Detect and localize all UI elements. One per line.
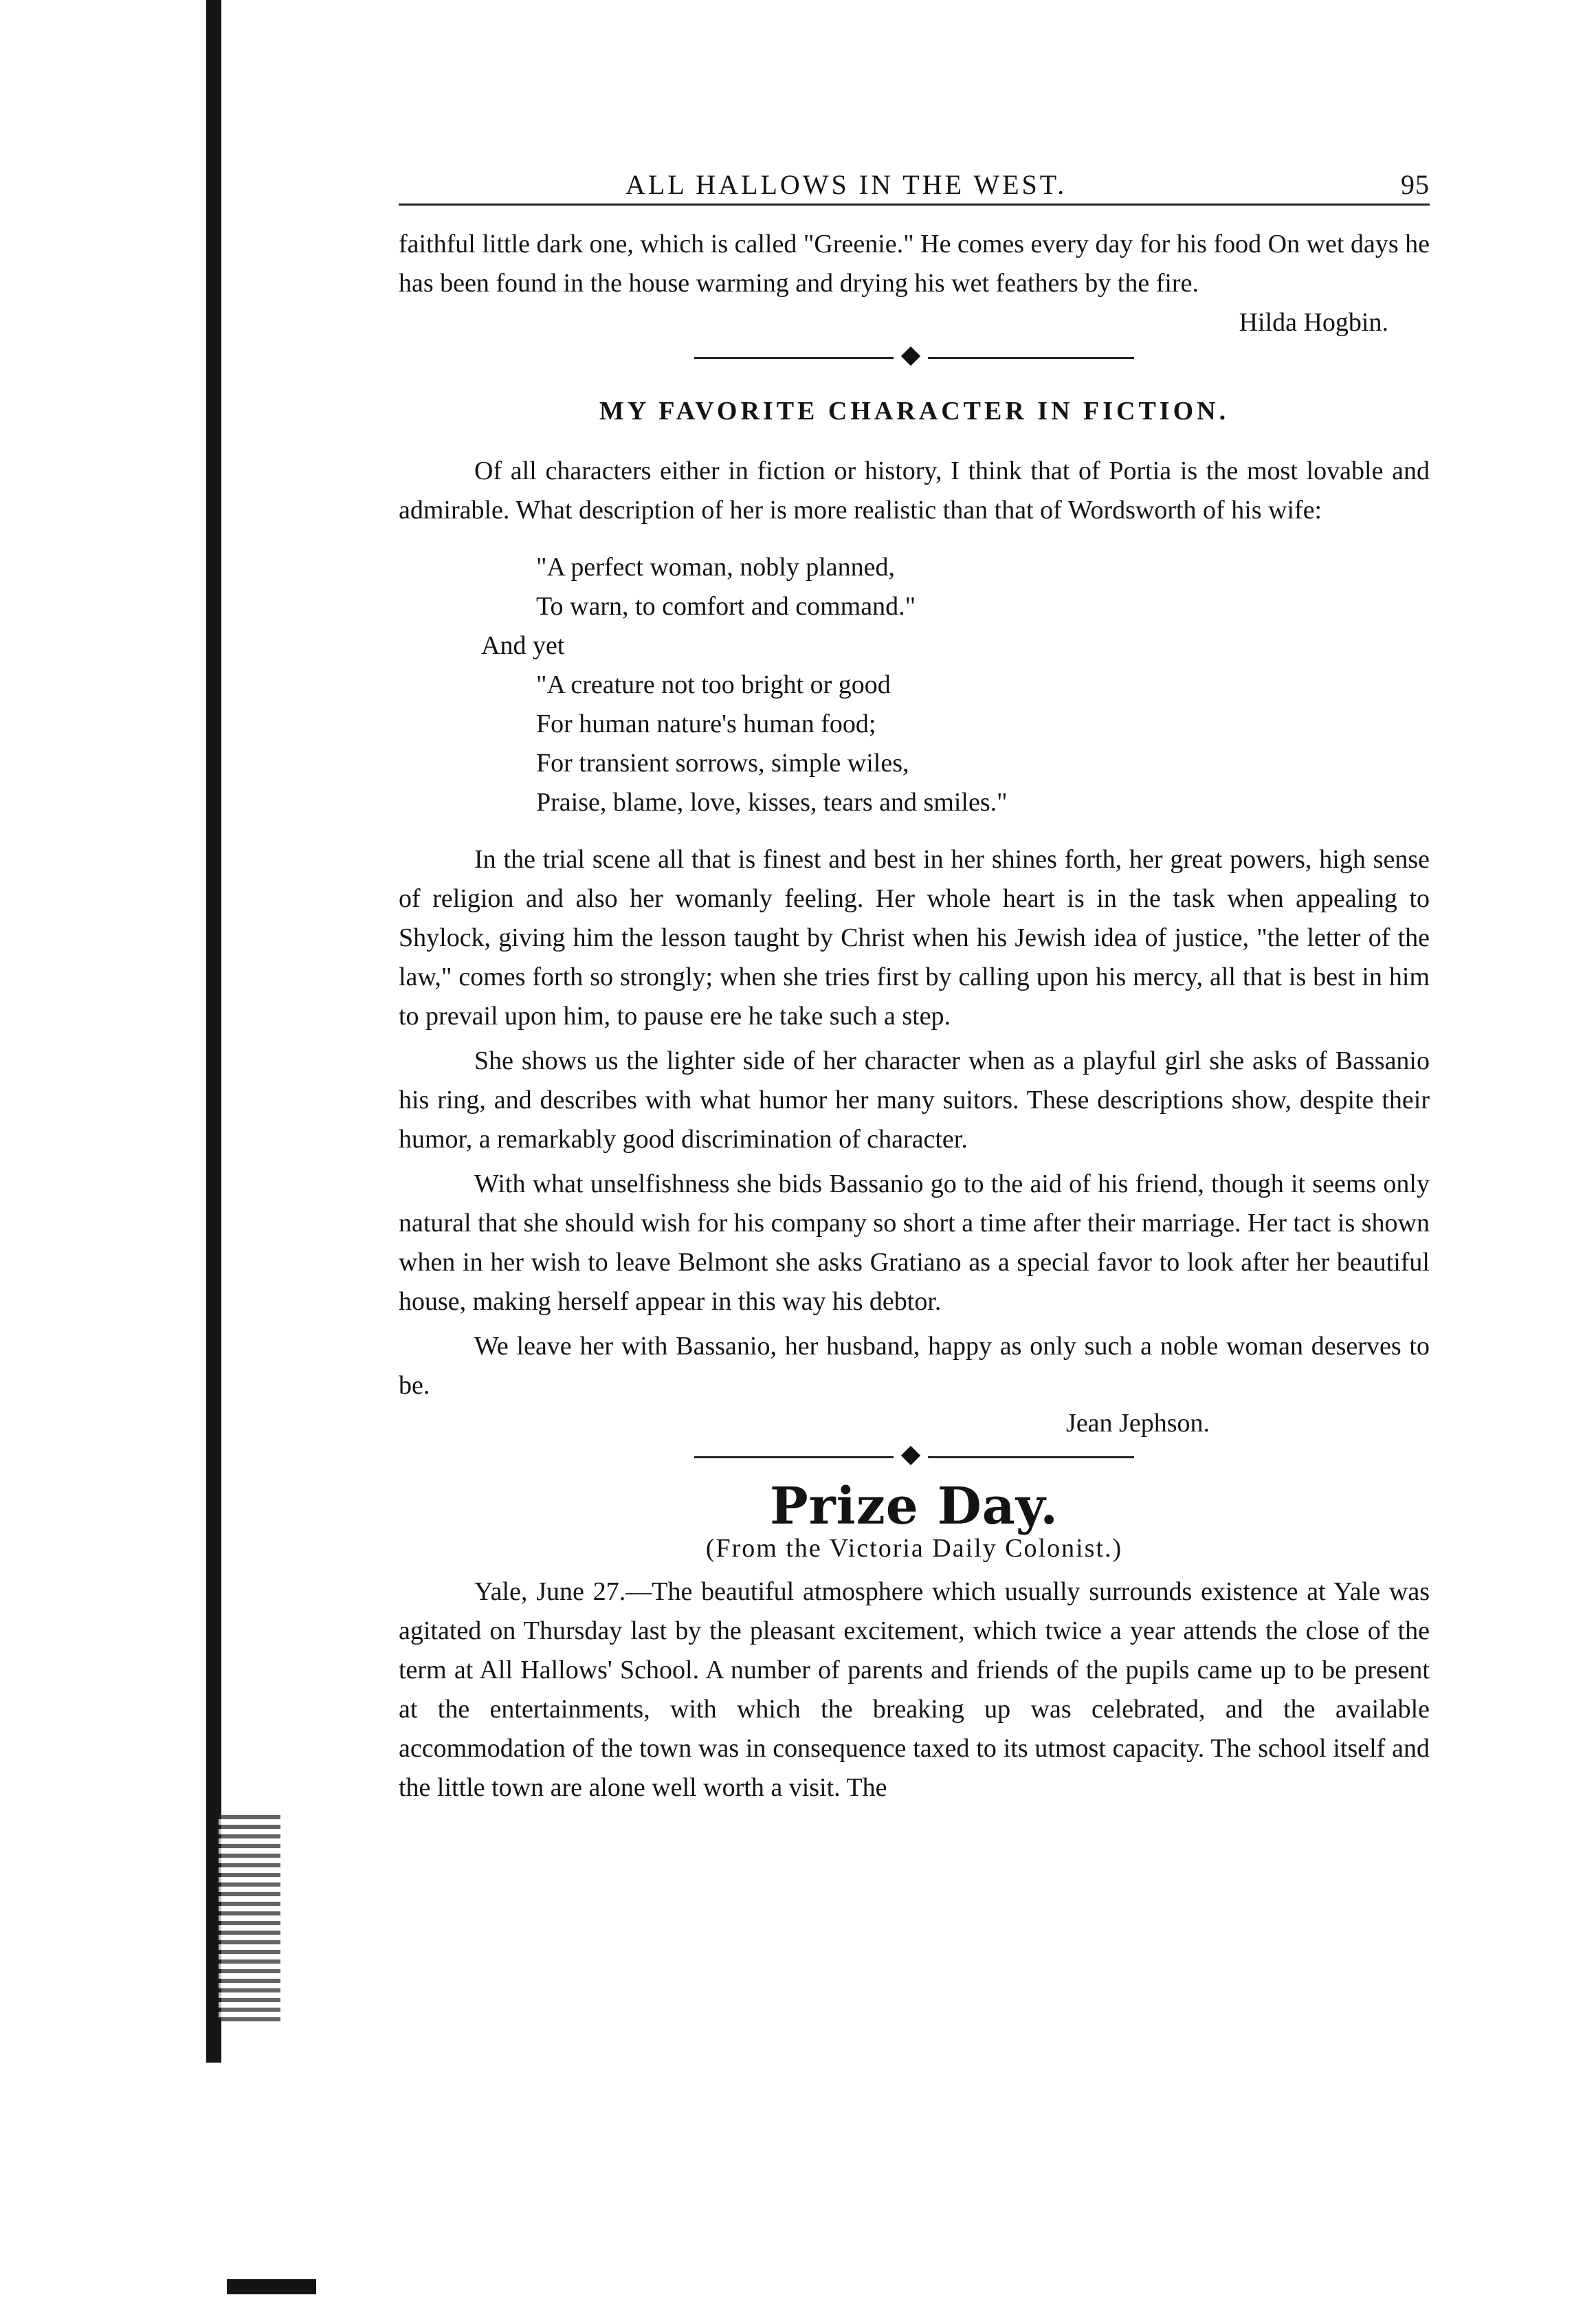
- poem-line: Praise, blame, love, kisses, tears and smiles.": [536, 788, 1008, 817]
- essay-paragraph: In the trial scene all that is finest and best in her shines forth, her great powers, high sense of religion and also her womanly feeling. Her whole heart is in the task when appealing to Shylock, giving him the lesson taught by Christ when his Jewish idea of justice, "the letter of the law," comes forth so strongly; when she tries first by calling upon his mercy, all that is best in him to prevail upon him, to pause ere he take such a step.: [399, 845, 1430, 1031]
- poem-line: For transient sorrows, simple wiles,: [536, 749, 909, 778]
- poem-line: To warn, to comfort and command.": [536, 592, 916, 621]
- essay-paragraph: We leave her with Bassanio, her husband, happy as only such a noble woman deserves to be.: [399, 1332, 1430, 1400]
- binding-speckle: [219, 1815, 280, 2021]
- poem-2: [536, 666, 1430, 822]
- essay-intro: Of all characters either in fiction or history, I think that of Portia is the most lovable and admirable. What description of her is more realistic than that of Wordsworth of his wife:: [399, 457, 1430, 525]
- poem-line: "A perfect woman, nobly planned,: [536, 553, 896, 582]
- and-yet: And yet: [481, 631, 565, 660]
- poem-line: "A creature not too bright or good: [536, 670, 891, 699]
- diamond-ornament-icon: [901, 347, 920, 366]
- prize-day-paragraph: Yale, June 27.—The beautiful atmosphere which usually surrounds existence at Yale was agitated on Thursday last by the pleasant excitement, which twice a year attends the close of the term at All Hallows' School. A number of parents and friends of the pupils came up to be present at the entertainments, with which the breaking up was celebrated, and the available accommodation of the town was in consequence taxed to its utmost capacity. The school itself and the little town are alone well worth a visit. The: [399, 1577, 1430, 1802]
- essay-paragraph: With what unselfishness she bids Bassanio go to the aid of his friend, though it seems only natural that she should wish for his company so short a time after their marriage. Her tact is shown when in her wish to leave Belmont she asks Gratiano as a special favor to look after her beautiful house, making herself appear in this way his debtor.: [399, 1170, 1430, 1316]
- poem-1: [536, 548, 1430, 626]
- signature-hogbin: Hilda Hogbin.: [1239, 308, 1388, 337]
- binding-shadow: [206, 0, 221, 2063]
- essay-title: MY FAVORITE CHARACTER IN FICTION.: [599, 397, 1230, 426]
- running-title: ALL HALLOWS IN THE WEST.: [625, 169, 1067, 200]
- poem-line: For human nature's human food;: [536, 710, 876, 738]
- prize-day-title: Prize Day.: [770, 1477, 1059, 1536]
- document-page: [399, 165, 1430, 1808]
- page-number: 95: [1401, 169, 1430, 200]
- prize-day-source: (From the Victoria Daily Colonist.): [705, 1534, 1123, 1563]
- greenie-paragraph: faithful little dark one, which is called "Greenie." He comes every day for his food On wet days he has been found in the house warming and drying his wet feathers by the fire.: [399, 230, 1430, 298]
- diamond-ornament-icon: [901, 1446, 920, 1465]
- running-header: [399, 165, 1430, 206]
- signature-jephson: Jean Jephson.: [1066, 1409, 1210, 1438]
- section-divider: [694, 1447, 1134, 1467]
- section-divider: [694, 348, 1134, 367]
- binding-mark: [227, 2279, 316, 2294]
- essay-paragraph: She shows us the lighter side of her character when as a playful girl she asks of Bassanio his ring, and describes with what humor her many suitors. These descriptions show, despite their humor, a remarkably good discrimination of character.: [399, 1046, 1430, 1154]
